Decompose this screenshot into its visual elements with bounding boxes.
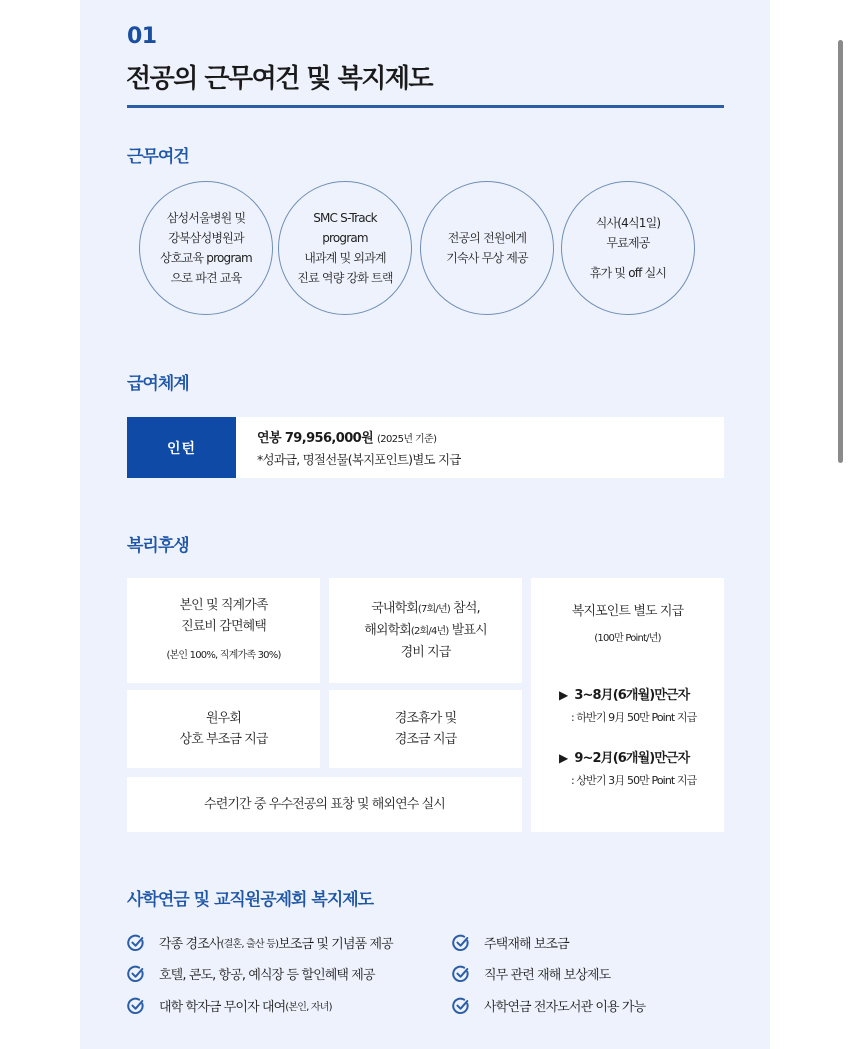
welfare-medical-box bbox=[127, 578, 320, 683]
item-text: 대학 학자금 무이자 대여 bbox=[159, 1000, 286, 1015]
salary-note: *성과급, 명절선물(복지포인트)별도 지급 bbox=[257, 452, 461, 467]
circle-exchange-program bbox=[139, 181, 273, 315]
pension-item bbox=[452, 964, 610, 983]
section-number: 01 bbox=[127, 24, 157, 49]
welfare-points-box bbox=[531, 578, 724, 832]
pension-item bbox=[127, 964, 375, 983]
triangle-right-icon: ▶ bbox=[559, 688, 568, 702]
box-text: 진료비 감면혜택 bbox=[181, 619, 266, 634]
text: 해외학회 bbox=[364, 623, 411, 638]
box-text bbox=[371, 598, 479, 620]
circle-text: 식사(4식1일) bbox=[595, 216, 661, 230]
circle-meals bbox=[561, 181, 695, 315]
pension-item bbox=[452, 933, 569, 952]
circle-text: 무료제공 bbox=[606, 236, 650, 250]
welfare-award-box bbox=[127, 777, 522, 832]
pension-heading: 사학연금 및 교직원공제회 복지제도 bbox=[127, 890, 374, 910]
box-text: 경비 지급 bbox=[400, 645, 451, 660]
intern-label: 인턴 bbox=[127, 417, 236, 478]
circle-text: 진료 역량 강화 트랙 bbox=[297, 271, 393, 285]
circle-text: 내과계 및 외과계 bbox=[304, 251, 386, 265]
circle-s-track bbox=[278, 181, 412, 315]
circle-text: SMC S-Track bbox=[313, 211, 377, 225]
circle-text: 삼성서울병원 및 bbox=[166, 211, 246, 225]
points-subtitle: (100만 Point/년) bbox=[594, 633, 661, 644]
work-conditions-heading: 근무여건 bbox=[127, 147, 189, 167]
item-text: 보조금 및 기념품 제공 bbox=[278, 937, 393, 952]
points-item bbox=[559, 747, 689, 766]
box-text: 경조휴가 및 bbox=[394, 711, 457, 726]
pension-item bbox=[452, 996, 645, 1015]
page-title: 전공의 근무여건 및 복지제도 bbox=[126, 64, 433, 94]
circle-text: 휴가 및 off 실시 bbox=[589, 266, 667, 280]
points-item-label: 9~2月(6개월)만근자 bbox=[574, 751, 690, 766]
vertical-scrollbar[interactable] bbox=[838, 40, 843, 463]
circle-text: 기숙사 무상 제공 bbox=[446, 251, 528, 265]
item-text: 주택재해 보조금 bbox=[484, 937, 569, 952]
check-circle-icon bbox=[452, 934, 470, 952]
item-text: 사학연금 전자도서관 이용 가능 bbox=[484, 1000, 646, 1015]
circle-text: program bbox=[322, 231, 368, 245]
text: 국내학회 bbox=[371, 601, 418, 616]
box-text bbox=[364, 620, 486, 642]
box-note: (본인 100%, 직계가족 30%) bbox=[166, 650, 281, 661]
salary-amount: 연봉 79,956,000원 bbox=[257, 431, 374, 446]
points-item-label: 3~8月(6개월)만근자 bbox=[574, 688, 690, 703]
item-text: 직무 관련 재해 보상제도 bbox=[484, 968, 611, 983]
circle-text: 강북삼성병원과 bbox=[168, 231, 244, 245]
welfare-conference-box bbox=[329, 578, 522, 683]
item-text: 각종 경조사 bbox=[159, 937, 221, 952]
triangle-right-icon: ▶ bbox=[559, 751, 568, 765]
text: 참석, bbox=[449, 601, 480, 616]
check-circle-icon bbox=[127, 934, 145, 952]
circle-text: 상호교육 program bbox=[160, 251, 252, 265]
item-small: (본인, 자녀) bbox=[285, 1002, 332, 1013]
circle-dormitory bbox=[420, 181, 554, 315]
check-circle-icon bbox=[127, 965, 145, 983]
box-text: 상호 부조금 지급 bbox=[179, 732, 268, 747]
pension-item bbox=[127, 996, 332, 1015]
text: (7회/년) bbox=[417, 604, 450, 615]
circle-text: 전공의 전원에게 bbox=[447, 231, 527, 245]
salary-heading: 급여체계 bbox=[127, 374, 189, 394]
points-item bbox=[559, 684, 689, 703]
welfare-heading: 복리후생 bbox=[127, 536, 189, 556]
welfare-condolence-box bbox=[329, 690, 522, 768]
item-text: 호텔, 콘도, 항공, 예식장 등 할인혜택 제공 bbox=[159, 968, 375, 983]
pension-item bbox=[127, 933, 393, 952]
salary-basis: (2025년 기준) bbox=[376, 434, 437, 445]
check-circle-icon bbox=[452, 997, 470, 1015]
title-divider bbox=[127, 105, 724, 108]
check-circle-icon bbox=[452, 965, 470, 983]
item-small: (결혼, 출산 등) bbox=[220, 939, 279, 950]
check-circle-icon bbox=[127, 997, 145, 1015]
box-text: 본인 및 직계가족 bbox=[179, 598, 268, 613]
box-text: 수련기간 중 우수전공의 표창 및 해외연수 실시 bbox=[204, 797, 445, 812]
salary-row bbox=[127, 417, 724, 478]
points-item-desc: : 상반기 3月 50만 Point 지급 bbox=[571, 774, 697, 787]
box-text: 경조금 지급 bbox=[394, 732, 457, 747]
points-item-desc: : 하반기 9月 50만 Point 지급 bbox=[571, 711, 697, 724]
circle-text: 으로 파견 교육 bbox=[170, 271, 242, 285]
points-title: 복지포인트 별도 지급 bbox=[571, 604, 684, 619]
box-text: 원우회 bbox=[206, 711, 241, 726]
salary-amount-line bbox=[257, 427, 436, 446]
text: 발표시 bbox=[448, 623, 487, 638]
text: (2회/4년) bbox=[410, 626, 449, 637]
welfare-alumni-box bbox=[127, 690, 320, 768]
